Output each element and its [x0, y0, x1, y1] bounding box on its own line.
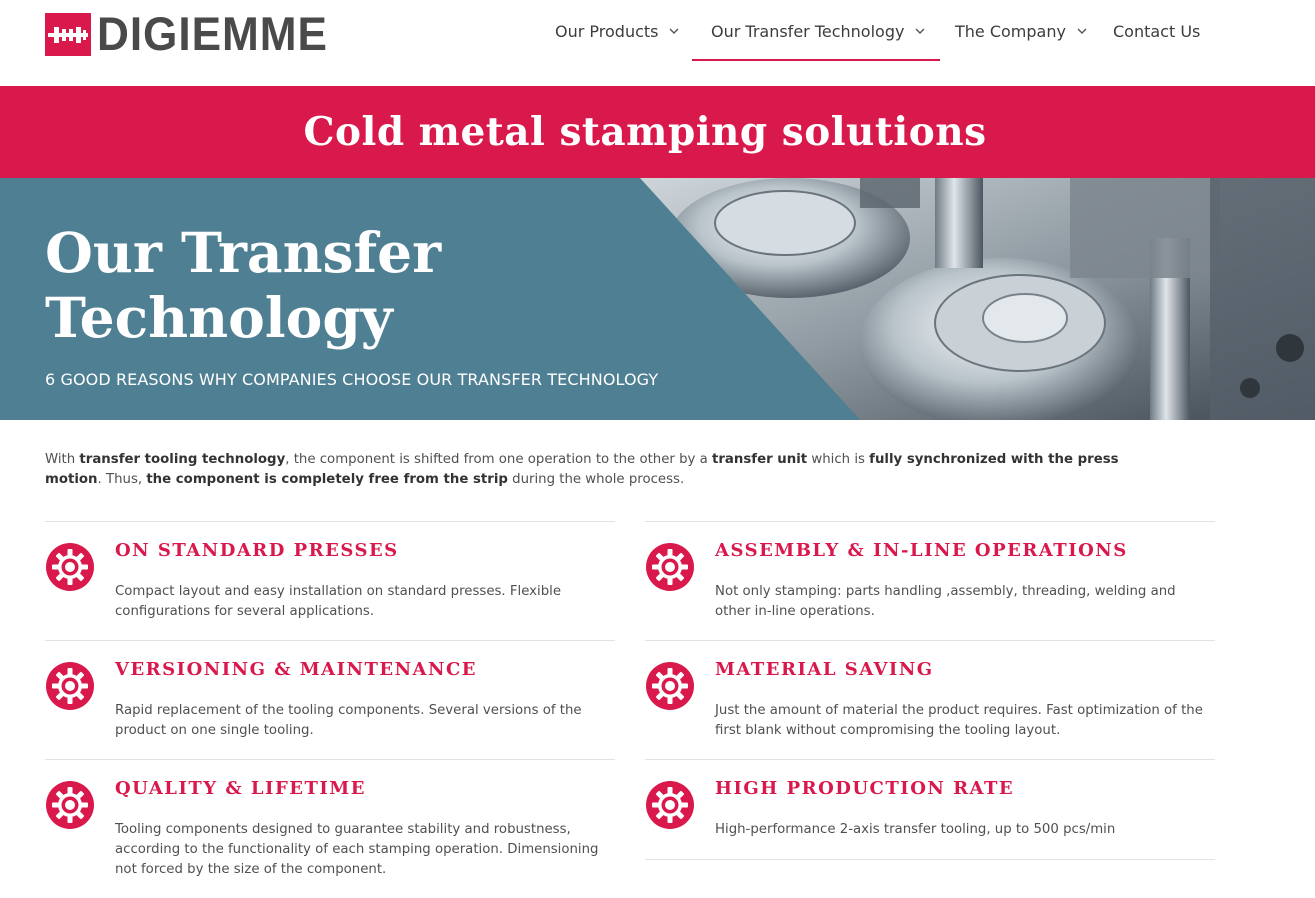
nav-item-our-transfer-technology[interactable]	[711, 0, 926, 62]
feature-item	[645, 521, 1215, 640]
intro-text: during the whole process.	[507, 472, 685, 487]
nav-label: The Company	[955, 21, 1066, 41]
nav-label: Our Products	[555, 21, 659, 41]
hero-title-line-2: Technology	[45, 285, 393, 350]
brand-name: DIGIEMME	[97, 7, 328, 60]
feature-text: Rapid replacement of the tooling components. Several versions of the product on one single tooling.	[115, 703, 582, 738]
main-nav	[540, 0, 1315, 62]
gear-icon	[45, 542, 95, 592]
intro-bold: transfer unit	[712, 452, 808, 467]
site-header	[0, 0, 1315, 86]
nav-label: Our Transfer Technology	[711, 21, 905, 41]
feature-item	[645, 759, 1215, 859]
intro-bold: transfer tooling technology	[79, 452, 286, 467]
gear-icon	[645, 661, 695, 711]
features-right-column	[645, 521, 1215, 860]
feature-title: MATERIAL SAVING	[715, 659, 934, 680]
brand-logo[interactable]	[45, 7, 343, 60]
tagline-banner	[0, 86, 1315, 178]
gear-icon	[45, 780, 95, 830]
feature-title: HIGH PRODUCTION RATE	[715, 778, 1015, 799]
features-left-column	[45, 521, 615, 890]
nav-item-contact-us[interactable]	[1113, 0, 1200, 62]
gear-icon	[45, 661, 95, 711]
feature-title: ON STANDARD PRESSES	[115, 540, 399, 561]
chevron-down-icon	[668, 25, 680, 37]
feature-text: Not only stamping: parts handling ,assembly, threading, welding and other in-line operations.	[715, 584, 1176, 619]
feature-text: Compact layout and easy installation on standard presses. Flexible configurations for several applications.	[115, 584, 562, 619]
feature-title: QUALITY & LIFETIME	[115, 778, 366, 799]
feature-text: Just the amount of material the product requires. Fast optimization of the first blank without compromising the tooling layout.	[715, 703, 1203, 738]
intro-text: which is	[807, 452, 870, 467]
feature-item	[645, 640, 1215, 759]
divider	[645, 859, 1215, 860]
gear-icon	[645, 542, 695, 592]
feature-text: Tooling components designed to guarantee stability and robustness, according to the functionality of each stamping operation. Dimensioning not forced by the size of the component.	[115, 822, 599, 877]
chevron-down-icon	[1076, 25, 1088, 37]
feature-text: High-performance 2-axis transfer tooling, up to 500 pcs/min	[715, 822, 1116, 837]
feature-title: ASSEMBLY & IN-LINE OPERATIONS	[715, 540, 1128, 561]
feature-title: VERSIONING & MAINTENANCE	[115, 659, 478, 680]
gear-icon	[645, 780, 695, 830]
nav-item-the-company[interactable]	[955, 0, 1088, 62]
intro-text: . Thus,	[97, 472, 147, 487]
banner-title: Cold metal stamping solutions	[303, 109, 987, 155]
intro-text: , the component is shifted from one operation to the other by a	[285, 452, 713, 467]
hero-subtitle: 6 GOOD REASONS WHY COMPANIES CHOOSE OUR TRANSFER TECHNOLOGY	[45, 370, 659, 389]
hero-title-line-1: Our Transfer	[45, 220, 442, 285]
chevron-down-icon	[914, 25, 926, 37]
intro-bold: the component is completely free from the strip	[146, 472, 508, 487]
nav-label: Contact Us	[1113, 21, 1201, 41]
hero-title	[45, 220, 565, 350]
intro-paragraph	[45, 450, 1175, 490]
hero-section	[0, 178, 1315, 420]
feature-item	[45, 759, 615, 890]
feature-item	[45, 521, 615, 640]
intro-text: With	[45, 452, 80, 467]
press-logo-icon	[45, 13, 91, 56]
feature-item	[45, 640, 615, 759]
nav-item-our-products[interactable]	[555, 0, 680, 62]
intro-bold: fully synchronized with the press motion	[45, 452, 1119, 487]
